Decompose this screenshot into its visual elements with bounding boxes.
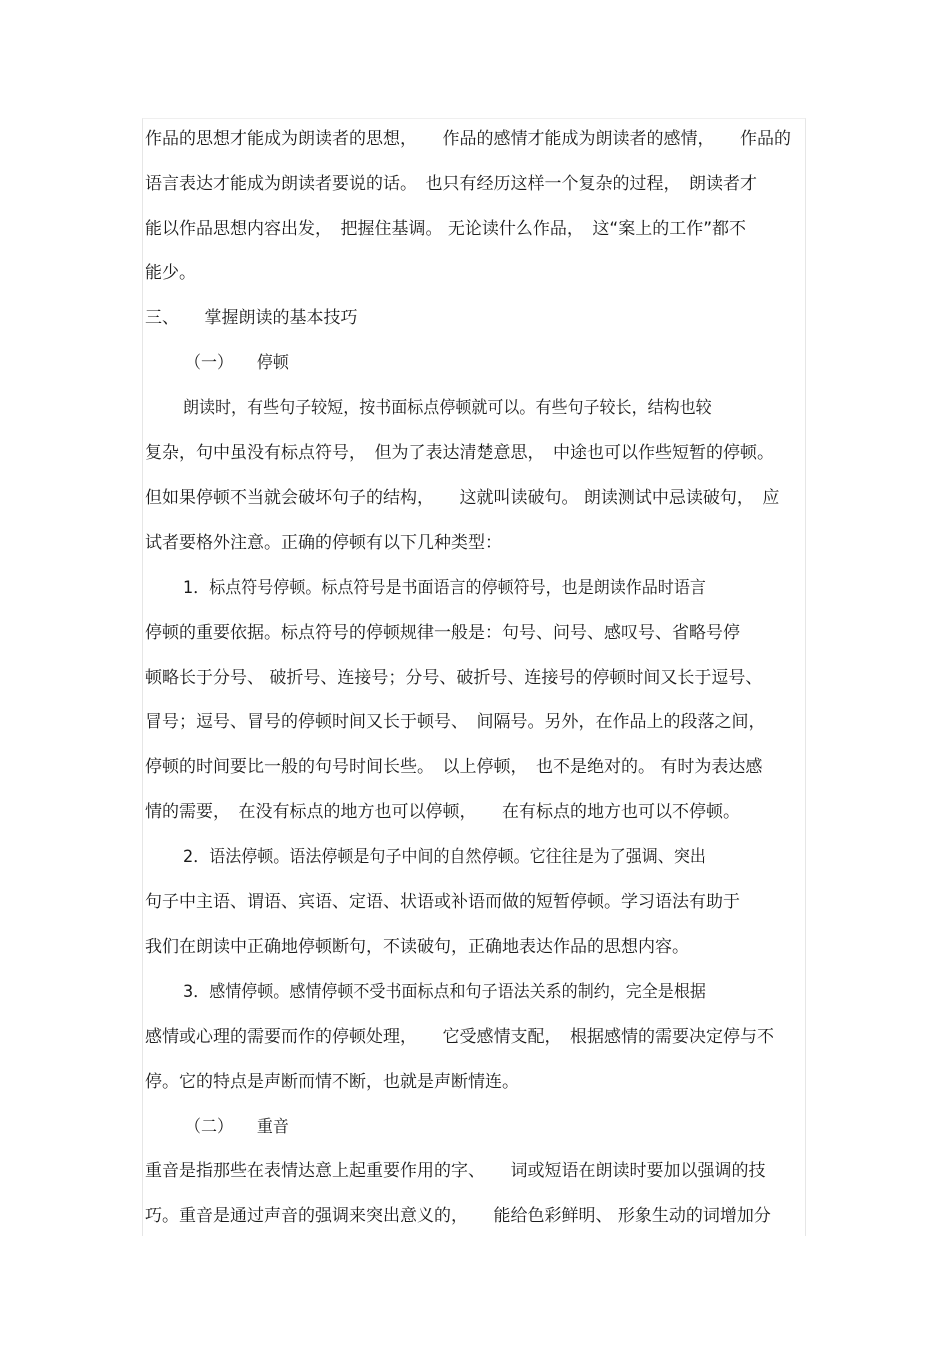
- subsection-heading: （一） 停顿: [185, 353, 289, 373]
- subsection-heading: （二） 重音: [185, 1117, 289, 1137]
- text-line: 但如果停顿不当就会破坏句子的结构， 这就叫读破句。 朗读测试中忌读破句， 应: [145, 488, 780, 508]
- text-line: 顿略长于分号、 破折号、连接号；分号、破折号、连接号的停顿时间又长于逗号、: [145, 668, 763, 688]
- text-line: 巧。重音是通过声音的强调来突出意义的， 能给色彩鲜明、 形象生动的词增加分: [145, 1206, 771, 1226]
- text-line: 复杂，句中虽没有标点符号， 但为了表达清楚意思， 中途也可以作些短暂的停顿。: [145, 443, 774, 463]
- text-line: 停顿的时间要比一般的句号时间长些。 以上停顿， 也不是绝对的。 有时为表达感: [145, 757, 763, 777]
- text-line: 试者要格外注意。正确的停顿有以下几种类型：: [145, 533, 502, 553]
- text-line: 我们在朗读中正确地停顿断句，不读破句，正确地表达作品的思想内容。: [145, 937, 689, 957]
- text-line: 2．语法停顿。语法停顿是句子中间的自然停顿。它往往是为了强调、突出: [183, 847, 706, 867]
- text-line: 情的需要， 在没有标点的地方也可以停顿， 在有标点的地方也可以不停顿。: [145, 802, 740, 822]
- text-line: 能少。: [145, 263, 196, 283]
- text-line: 能以作品思想内容出发， 把握住基调。 无论读什么作品， 这“案上的工作”都不: [145, 219, 747, 239]
- text-line: 句子中主语、谓语、宾语、定语、状语或补语而做的短暂停顿。学习语法有助于: [145, 892, 740, 912]
- text-line: 作品的思想才能成为朗读者的思想， 作品的感情才能成为朗读者的感情， 作品的: [145, 129, 791, 149]
- text-line: 感情或心理的需要而作的停顿处理， 它受感情支配， 根据感情的需要决定停与不: [145, 1027, 774, 1047]
- text-line: 重音是指那些在表情达意上起重要作用的字、 词或短语在朗读时要加以强调的技: [145, 1161, 766, 1181]
- section-heading: 三、 掌握朗读的基本技巧: [145, 308, 358, 328]
- text-line: 冒号；逗号、冒号的停顿时间又长于顿号、 间隔号。另外，在作品上的段落之间，: [145, 712, 766, 732]
- text-line: 停。它的特点是声断而情不断，也就是声断情连。: [145, 1072, 519, 1092]
- text-line: 1．标点符号停顿。标点符号是书面语言的停顿符号，也是朗读作品时语言: [183, 578, 706, 598]
- text-line: 停顿的重要依据。标点符号的停顿规律一般是：句号、问号、感叹号、省略号停: [145, 623, 740, 643]
- text-line: 语言表达才能成为朗读者要说的话。 也只有经历这样一个复杂的过程， 朗读者才: [145, 174, 757, 194]
- text-line: 朗读时，有些句子较短，按书面标点停顿就可以。有些句子较长，结构也较: [183, 398, 712, 418]
- text-line: 3．感情停顿。感情停顿不受书面标点和句子语法关系的制约，完全是根据: [183, 982, 706, 1002]
